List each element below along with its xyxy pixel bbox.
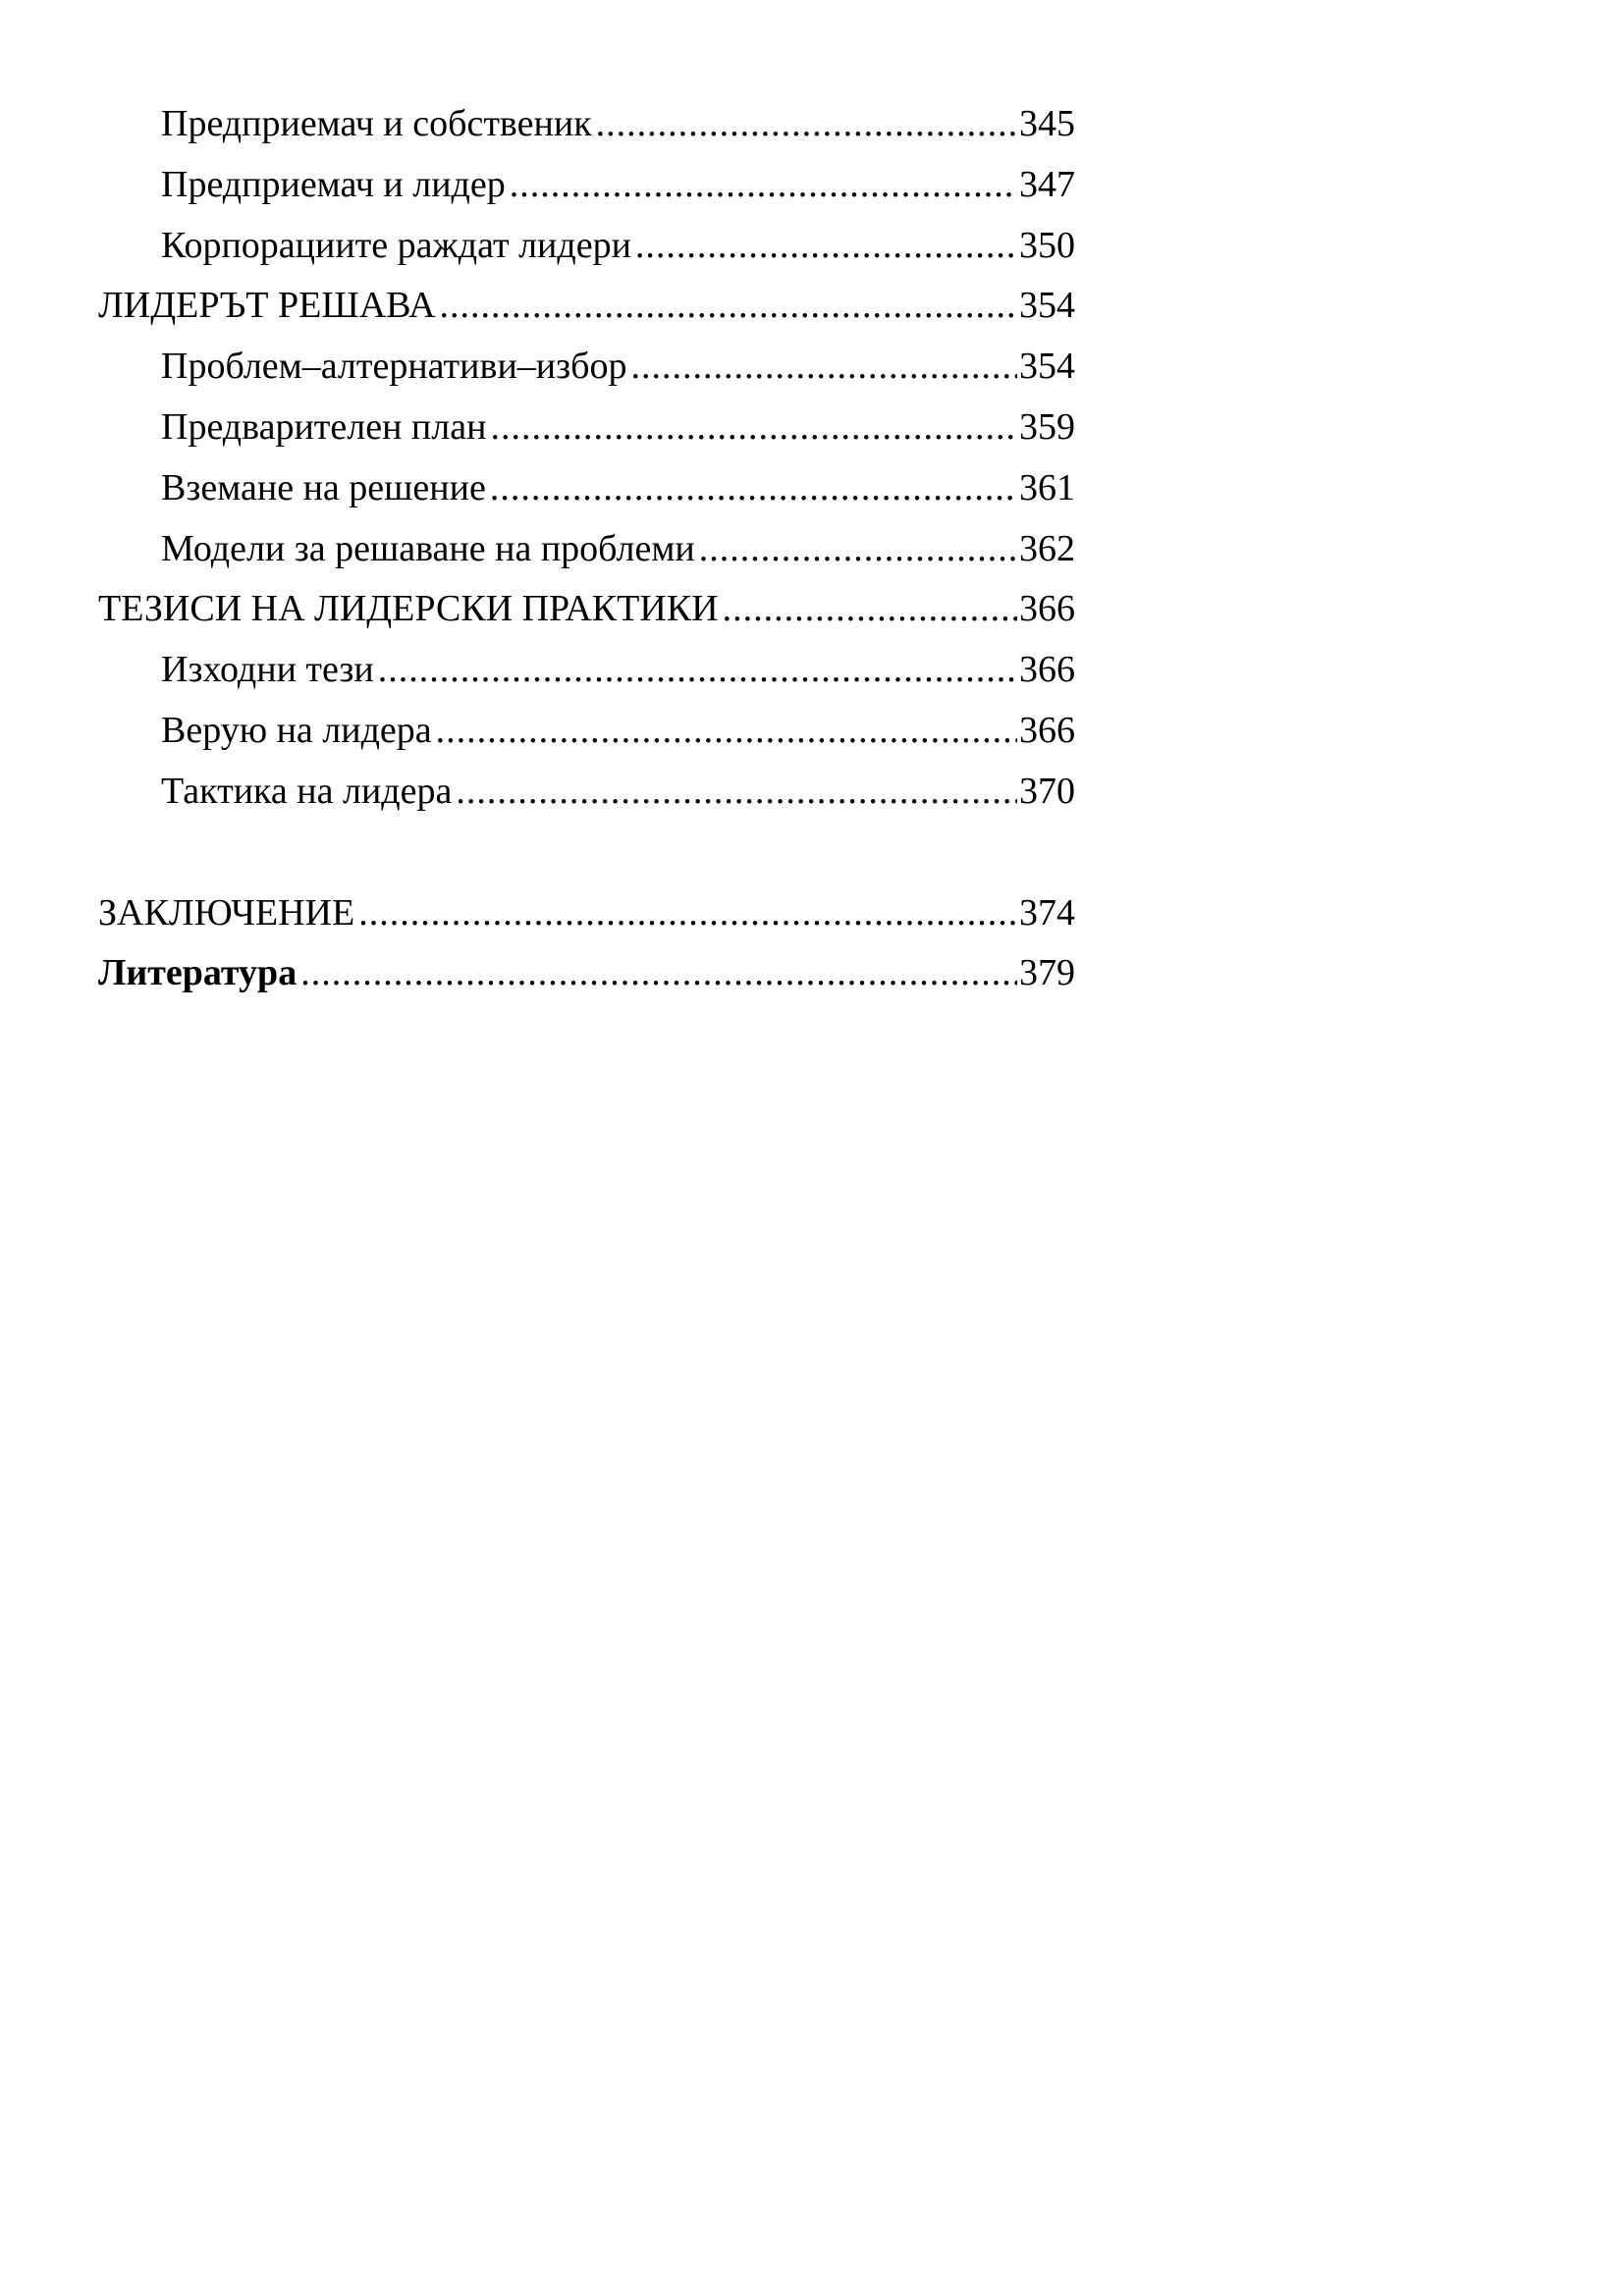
toc-spacer [98,823,1075,883]
toc-entry-title: Предприемач и лидер [161,163,506,205]
toc-page-number: 366 [1019,588,1075,630]
toc-entry-title: Предварителен план [161,405,487,448]
toc-page-number: 366 [1019,649,1075,691]
toc-dot-leader [723,579,1017,640]
toc-page-number: 347 [1019,163,1075,205]
toc-dot-leader [490,398,1017,458]
toc-dot-leader [378,640,1017,701]
toc-entry-title: Корпорациите раждат лидери [161,224,631,266]
toc-page-number: 361 [1019,466,1075,508]
toc-entry-title: Модели за решаване на проблеми [161,527,695,569]
toc-dot-leader [510,155,1017,216]
toc-page-number: 366 [1019,709,1075,751]
toc-dot-leader [456,762,1017,823]
toc-dot-leader [300,943,1017,1004]
toc-entry-leader-creed[interactable] [98,701,1075,762]
toc-entry-leader-decides[interactable] [98,276,1075,337]
toc-entry-problem-solving-models[interactable] [98,519,1075,580]
toc-entry-problem-alternatives-choice[interactable] [98,337,1075,398]
toc-entry-entrepreneur-leader[interactable] [98,155,1075,216]
toc-entry-title: ЛИДЕРЪТ РЕШАВА [98,285,436,327]
toc-page-number: 345 [1019,103,1075,144]
toc-entry-leader-tactics[interactable] [98,762,1075,823]
toc-dot-leader [440,276,1017,337]
toc-page-number: 374 [1019,891,1075,934]
toc-entry-title: Верую на лидера [161,709,432,751]
toc-entry-title: Проблем–алтернативи–избор [161,346,627,388]
toc-dot-leader [490,458,1017,519]
toc-entry-decision-making[interactable] [98,458,1075,519]
toc-entry-title: Литература [98,952,298,994]
toc-dot-leader [358,883,1017,944]
toc-entry-starting-theses[interactable] [98,640,1075,701]
toc-page-number: 370 [1019,770,1075,812]
toc-dot-leader [630,337,1017,398]
toc-page-number: 359 [1019,405,1075,448]
table-of-contents [98,94,1075,1004]
toc-page-number: 362 [1019,527,1075,569]
toc-entry-title: Предприемач и собственик [161,103,592,144]
toc-entry-title: Изходни тези [161,649,374,691]
toc-entry-title: ЗАКЛЮЧЕНИЕ [98,891,355,934]
toc-page-number: 354 [1019,285,1075,327]
toc-entry-corporations-leaders[interactable] [98,216,1075,277]
toc-dot-leader [635,216,1017,277]
toc-page-number: 379 [1019,952,1075,994]
toc-page-number: 354 [1019,346,1075,388]
toc-dot-leader [699,519,1017,580]
toc-entry-preliminary-plan[interactable] [98,398,1075,458]
toc-entry-title: ТЕЗИСИ НА ЛИДЕРСКИ ПРАКТИКИ [98,588,719,630]
toc-entry-title: Вземане на решение [161,466,486,508]
toc-dot-leader [596,94,1017,155]
toc-entry-conclusion[interactable] [98,883,1075,944]
toc-entry-title: Тактика на лидера [161,770,453,812]
toc-entry-leadership-theses[interactable] [98,579,1075,640]
toc-entry-literature[interactable] [98,943,1075,1004]
toc-entry-entrepreneur-owner[interactable] [98,94,1075,155]
toc-dot-leader [436,701,1017,762]
toc-page-number: 350 [1019,224,1075,266]
